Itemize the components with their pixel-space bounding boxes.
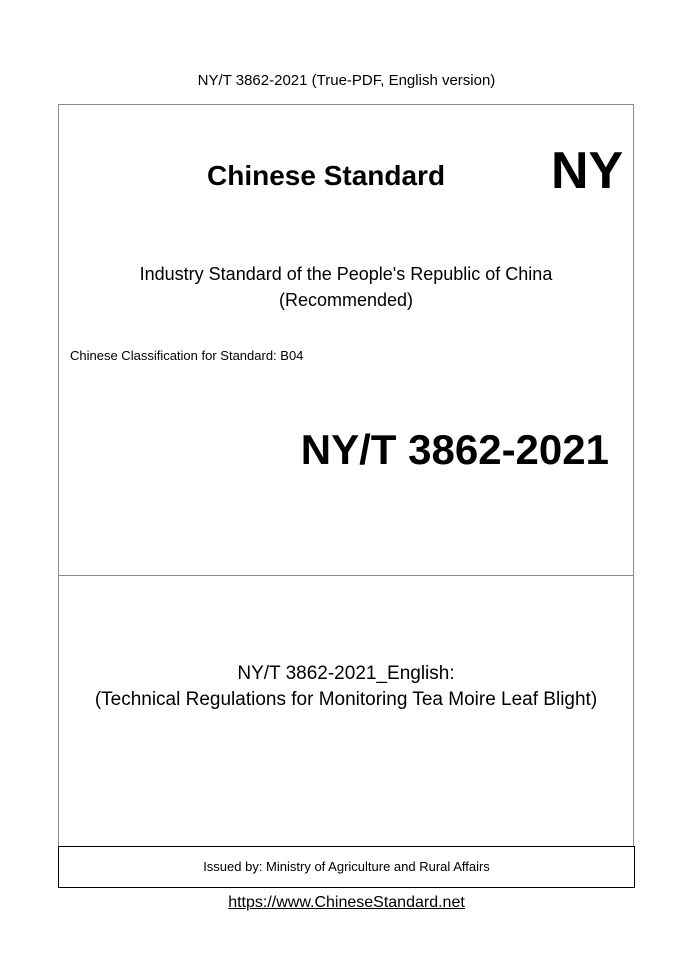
cover-frame (58, 104, 634, 886)
issuer-box: Issued by: Ministry of Agriculture and Rural Affairs (58, 846, 635, 888)
document-header-label: NY/T 3862-2021 (True-PDF, English version) (197, 72, 496, 89)
subtitle-line-2: (Recommended) (278, 290, 414, 310)
cover-top-section (59, 105, 633, 576)
footer (0, 893, 693, 913)
brand-title: Chinese Standard (207, 160, 446, 191)
classification-label: Chinese Classification for Standard: B04 (70, 348, 304, 363)
document-title-line-1: NY/T 3862-2021_English: (237, 663, 455, 684)
subtitle (59, 261, 633, 313)
document-title (59, 661, 633, 713)
subtitle-line-1: Industry Standard of the People's Republic of China (139, 264, 553, 284)
website-link[interactable]: https://www.ChineseStandard.net (228, 894, 465, 911)
standard-number: NY/T 3862-2021 (300, 426, 609, 473)
brand-code: NY (551, 142, 624, 200)
document-title-line-2: (Technical Regulations for Monitoring Tea Moire Leaf Blight) (94, 689, 598, 710)
